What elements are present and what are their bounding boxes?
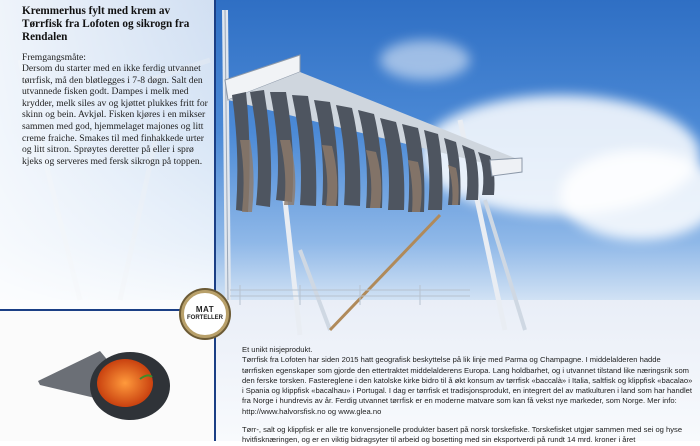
info-body: Tørrfisk fra Lofoten har siden 2015 hatt geografisk beskyttelse på lik linje med Parma og Champagne. I middelalderen hadde tørrfisken egenskaper som gjorde den ettertraktet middelalderens Europa. Lang holdbarhet, og i utvannet tilstand like næringsrik som den ferske torsken. Fastereglene i den katolske kirke bidro til å økt konsum av tørrfisk «baccalà» i Italia, saltfisk og klippfisk «bacalao» i Spania og klippfisk «bacalhau» i Portugal. I dag er tørrfisk et tradisjonsprodukt, en integrert del av matkulturen i land som har handlet fra Norge i hundrevis av år. Ferdig utvannet tørrfisk er en moderne matvare som kan få vekst nye markeder, som Norge. Mer info: http://www.halvorsfisk.no og www.glea.no <box>242 355 693 416</box>
cone-illustration <box>0 311 214 441</box>
info-footer: Tørr-, salt og klippfisk er alle tre konvensjonelle produkter basert på norsk torskefiske. Torskefisket utgjør sammen med sei og hyse hvitfisknæringen, og er en viktig bidragsyter til arbeid og bosetting med sin eksportverdi på rundt 14 mrd. kroner i året <box>242 425 683 445</box>
cone-photo <box>0 311 214 441</box>
vertical-divider <box>214 0 216 441</box>
badge-line1: MAT <box>195 305 215 314</box>
recipe-text: Dersom du starter med en ikke ferdig utvannet tørrfisk, må den bløtlegges i 7-8 døgn. Salt den utvannede fisken godt. Dampes i melk med krydder, melk siles av og kjøttet plukkes fritt for skinn og bein. Avkjøl. Fisken kjøres i en mikser sammen med god, hjemmelaget majones og litt creme fraiche. Smakes til med finhakkede urter og litt sitron. Sprøytes deretter på eller i sprø kjeks og serveres med fersk sikrogn på toppen. <box>22 63 208 167</box>
badge-line2: FORTELLER <box>187 315 223 321</box>
page-title: Kremmerhus fylt med krem av Tørrfisk fra Lofoten og sikrogn fra Rendalen <box>22 5 190 43</box>
mat-forteller-badge <box>181 290 229 338</box>
info-text <box>242 345 694 417</box>
info-intro: Et unikt nisjeprodukt. <box>242 345 313 354</box>
recipe-heading: Fremgangsmåte: <box>22 52 86 63</box>
